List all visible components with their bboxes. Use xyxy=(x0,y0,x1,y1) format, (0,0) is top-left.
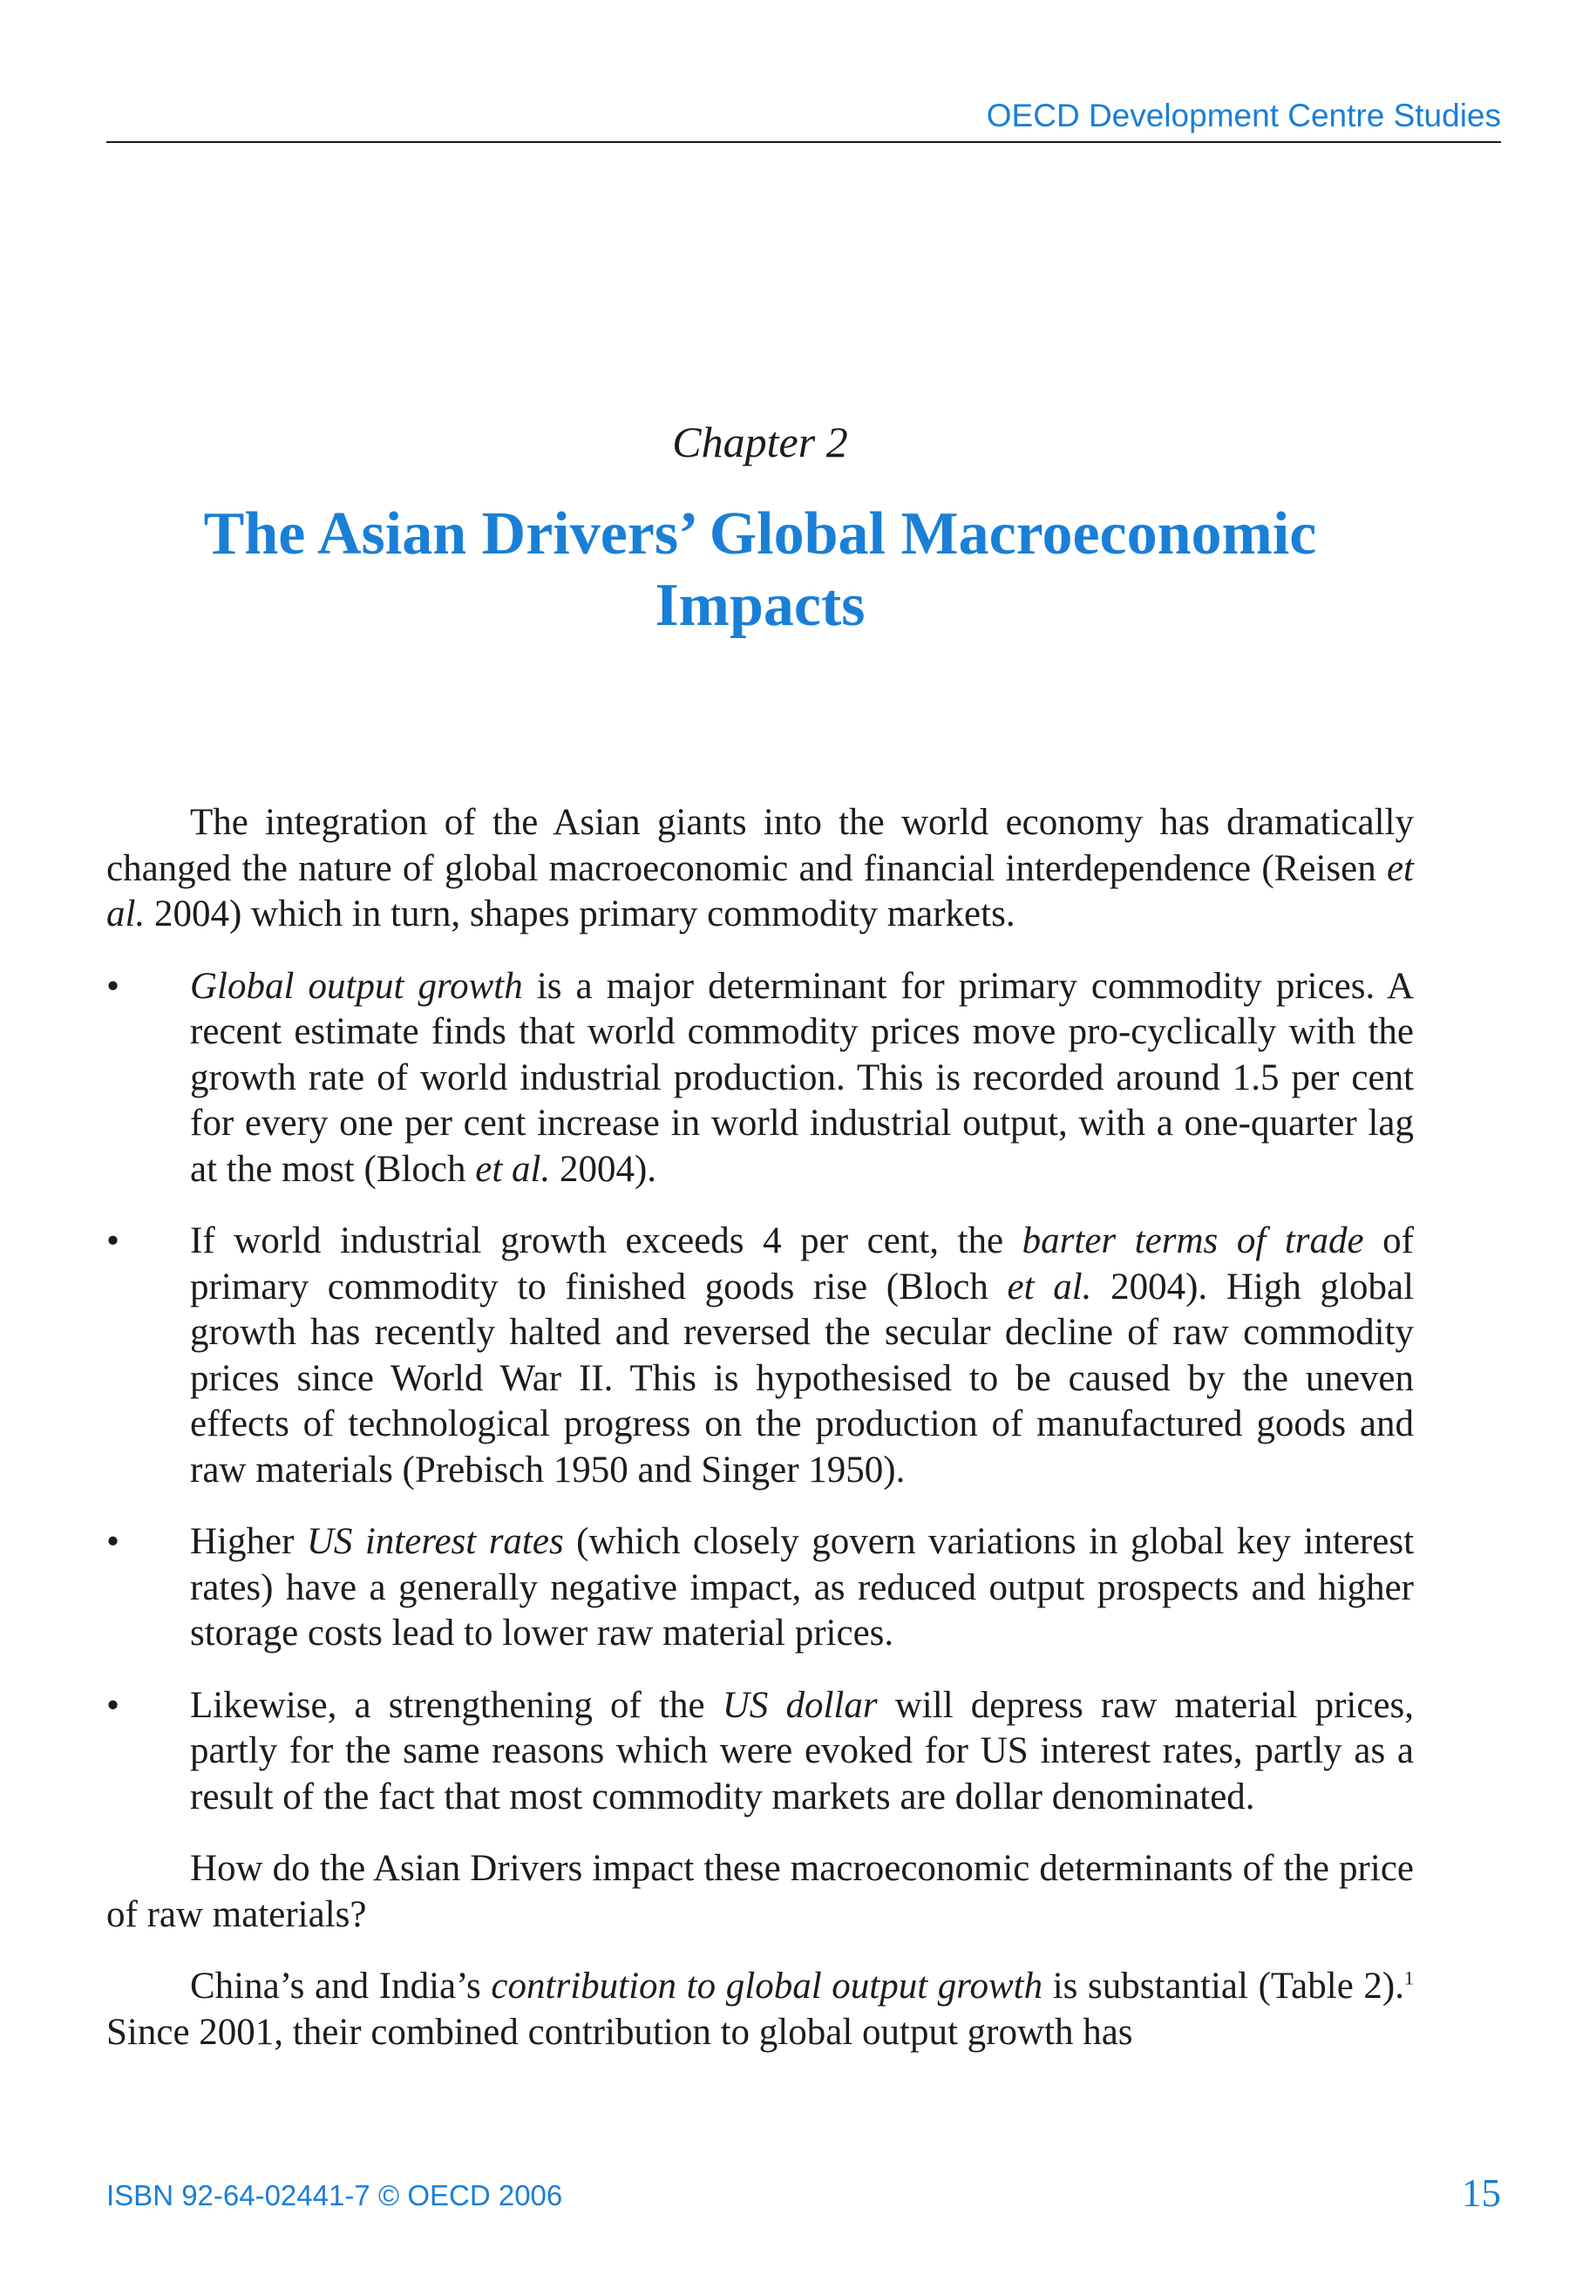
running-head: OECD Development Centre Studies xyxy=(986,98,1501,133)
bullet-marker: • xyxy=(106,1220,120,1261)
closing-em: contribution to global output growth xyxy=(491,1966,1043,2007)
closing-paragraph xyxy=(106,1964,1414,2055)
list-item xyxy=(106,1683,1414,1821)
intro-text-1: The integration of the Asian giants into the world economy has dramatically changed the nature of global macroeconomic and financial interdependence (Reisen xyxy=(106,802,1414,889)
bullet-marker: • xyxy=(106,1684,120,1726)
chapter-title-line-2: Impacts xyxy=(655,572,866,639)
page-number: 15 xyxy=(1462,2171,1501,2215)
footer-isbn: ISBN 92-64-02441-7 © OECD 2006 xyxy=(106,2179,563,2211)
intro-paragraph xyxy=(106,800,1414,938)
bullet-3-em: US interest rates xyxy=(306,1521,564,1562)
list-item xyxy=(106,1219,1414,1493)
bullet-1-citation-em: et al. xyxy=(475,1148,551,1190)
bullet-4-em: US dollar xyxy=(722,1684,878,1726)
bullet-4-text-2: will depress raw material prices, partly for the same reasons which were evoked for US interest rates, partly as a result of the fact that most commodity markets are dollar denominated. xyxy=(190,1684,1415,1817)
chapter-label: Chapter 2 xyxy=(672,418,848,466)
closing-text-2: is substantial (Table 2). xyxy=(1042,1966,1404,2007)
chapter-title-line-1: The Asian Drivers’ Global Macroeconomic xyxy=(203,500,1317,567)
bullet-marker: • xyxy=(106,1521,120,1562)
bullet-3-text-1: Higher xyxy=(190,1521,307,1562)
bullet-4-text-1: Likewise, a strengthening of the xyxy=(190,1684,723,1726)
footnote-reference[interactable]: 1 xyxy=(1404,1967,1414,1989)
bullet-3-text-2: (which closely govern variations in global key interest rates) have a generally negative impact, as reduced output prospects and higher storage costs lead to lower raw material prices. xyxy=(190,1521,1415,1654)
bullet-2-text-3: 2004). High global growth has recently halted and reversed the secular decline of raw commodity prices since World War II. This is hypothesised to be caused by the uneven effects of technological progress on the production of manufactured goods and raw materials (Prebisch 1950 and Singer 1950). xyxy=(190,1266,1414,1491)
question-paragraph: How do the Asian Drivers impact these macroeconomic determinants of the price of raw materials? xyxy=(106,1848,1414,1935)
list-item xyxy=(106,1519,1414,1657)
determinants-list xyxy=(106,964,1414,1821)
bullet-2-citation-em: et al. xyxy=(1007,1266,1092,1308)
closing-text-3: Since 2001, their combined contribution to global output growth has xyxy=(106,2011,1133,2053)
bullet-1-text-1: is a major determinant for primary commodity prices. A recent estimate finds that world commodity prices move pro-cyclically with the growth rate of world industrial production. This is recorded around 1.5 per cent for every one per cent increase in world industrial output, with a one-quarter lag at the most (Bloch xyxy=(190,965,1414,1190)
header-rule xyxy=(106,141,1501,143)
list-item xyxy=(106,964,1414,1193)
intro-text-2: 2004) which in turn, shapes primary commodity markets. xyxy=(145,893,1015,934)
chapter-title xyxy=(106,499,1414,642)
bullet-2-text-1: If world industrial growth exceeds 4 per cent, the xyxy=(190,1220,1022,1261)
bullet-1-em: Global output growth xyxy=(190,965,523,1007)
bullet-marker: • xyxy=(106,965,120,1007)
closing-text-1: China’s and India’s xyxy=(190,1966,492,2007)
bullet-1-text-2: 2004). xyxy=(550,1148,657,1190)
intro-citation-em: et al. xyxy=(106,847,1414,934)
bullet-2-em: barter terms of trade xyxy=(1022,1220,1364,1261)
bullet-2-text-2: of primary commodity to finished goods rise (Bloch xyxy=(190,1220,1414,1308)
body-text xyxy=(106,800,1414,2055)
